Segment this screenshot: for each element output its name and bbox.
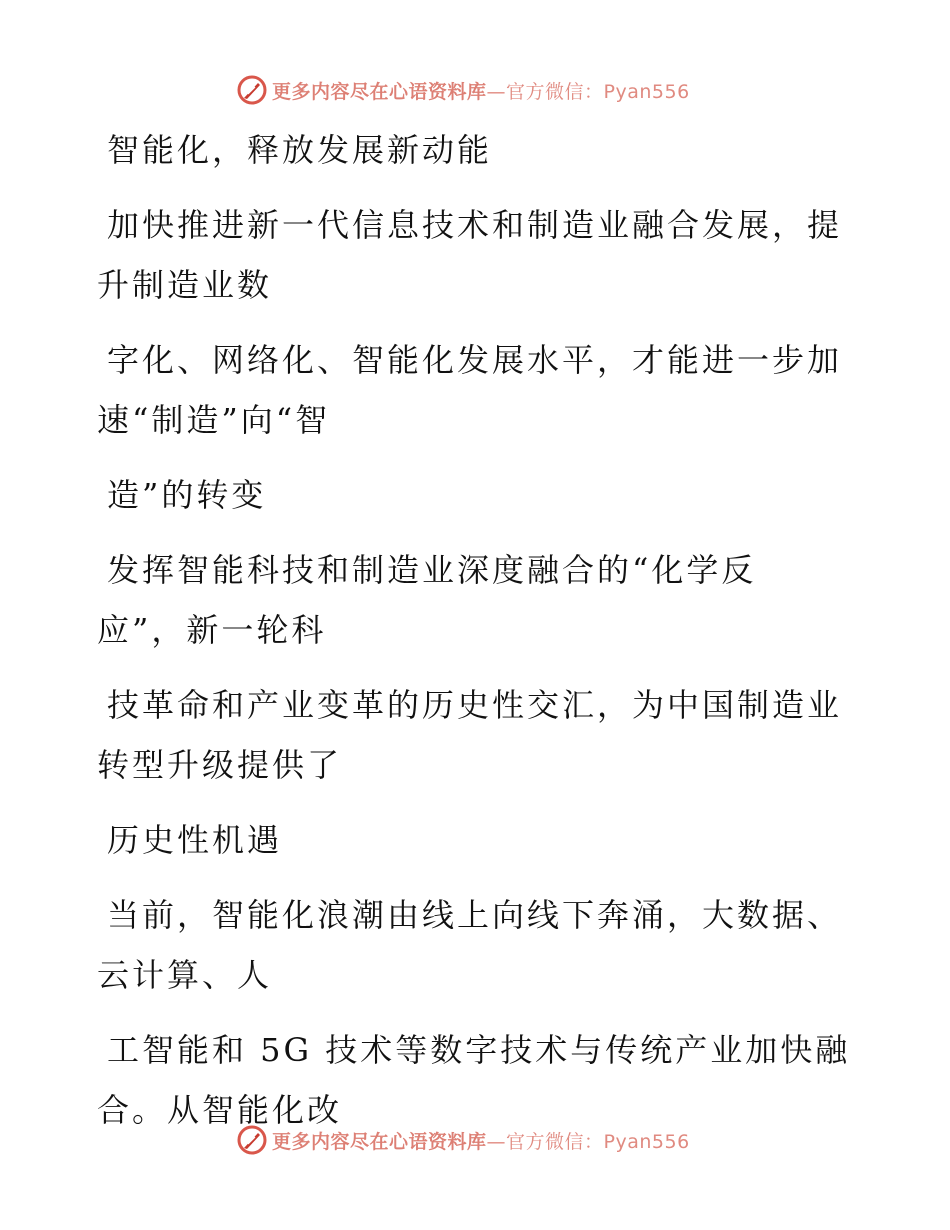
watermark-dash: —	[486, 80, 507, 103]
paragraph	[97, 120, 837, 180]
paragraph	[97, 810, 837, 870]
feather-circle-logo-icon	[236, 74, 268, 106]
watermark-text	[272, 1127, 690, 1154]
watermark-brand: 更多内容尽在心语资料库	[272, 80, 487, 103]
paragraph-line: 工智能和 5G 技术等数字技术与传统产业加快融	[107, 1031, 851, 1069]
watermark-suffix: 官方微信：Pyan556	[506, 80, 690, 103]
watermark-brand: 更多内容尽在心语资料库	[272, 1130, 487, 1153]
document-body	[97, 120, 851, 1140]
feather-circle-logo-icon	[236, 1124, 268, 1156]
paragraph-line: 技革命和产业变革的历史性交汇，为中国制造业	[107, 686, 843, 724]
paragraph-line: 速“制造”向“智	[97, 401, 331, 439]
paragraph-line: 升制造业数	[97, 266, 273, 304]
paragraph	[97, 465, 837, 525]
watermark-dash: —	[486, 1130, 507, 1153]
watermark-text	[272, 77, 690, 104]
paragraph	[97, 330, 843, 450]
paragraph	[97, 195, 843, 315]
header-watermark	[236, 72, 690, 108]
paragraph	[97, 675, 843, 795]
paragraph-line: 应”，新一轮科	[97, 611, 327, 649]
paragraph-line: 云计算、人	[97, 956, 273, 994]
paragraph-line: 合。从智能化改	[97, 1091, 343, 1129]
paragraph	[97, 885, 843, 1005]
footer-watermark	[236, 1122, 690, 1158]
paragraph-line: 发挥智能科技和制造业深度融合的“化学反	[107, 551, 757, 589]
paragraph-line: 当前，智能化浪潮由线上向线下奔涌，大数据、	[107, 896, 843, 934]
paragraph-line: 智能化，释放发展新动能	[107, 131, 493, 169]
paragraph-line: 加快推进新一代信息技术和制造业融合发展，提	[107, 206, 843, 244]
paragraph	[97, 540, 837, 660]
paragraph-line: 历史性机遇	[107, 821, 283, 859]
watermark-suffix: 官方微信：Pyan556	[506, 1130, 690, 1153]
paragraph-line: 转型升级提供了	[97, 746, 343, 784]
paragraph-line: 造”的转变	[107, 476, 267, 514]
paragraph-line: 字化、网络化、智能化发展水平，才能进一步加	[107, 341, 843, 379]
